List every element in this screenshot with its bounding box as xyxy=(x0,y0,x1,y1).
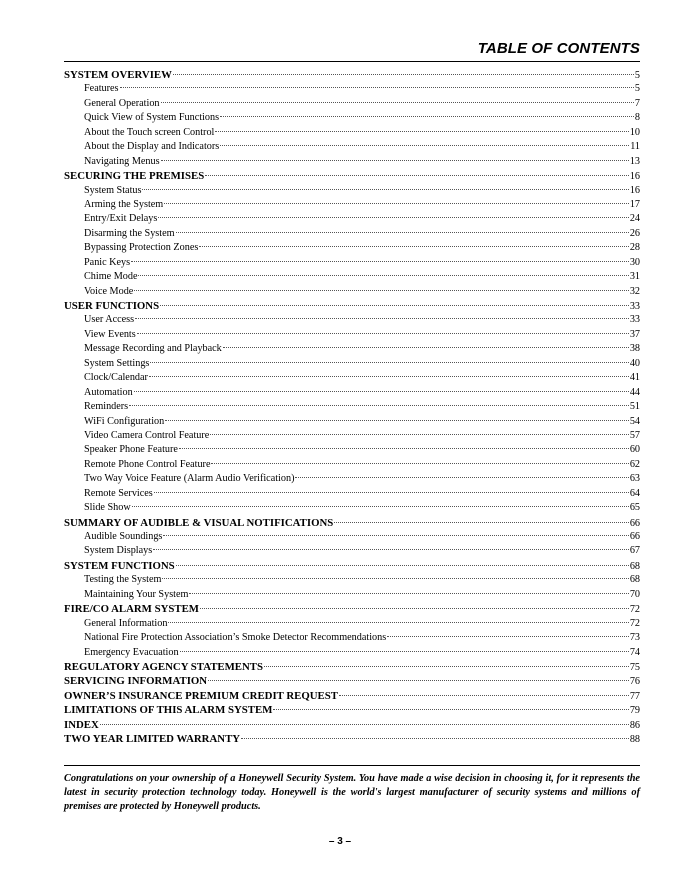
toc-entry-label: TWO YEAR LIMITED WARRANTY xyxy=(64,733,241,746)
toc-entry-page: 40 xyxy=(629,357,640,369)
toc-subsection-entry[interactable] xyxy=(64,342,640,356)
toc-entry-label: Chime Mode xyxy=(84,271,138,283)
toc-entry-label: Panic Keys xyxy=(84,256,131,268)
toc-entry-page: 13 xyxy=(629,155,640,167)
toc-entry-label: SERVICING INFORMATION xyxy=(64,675,208,688)
toc-subsection-entry[interactable] xyxy=(64,155,640,169)
toc-entry-page: 72 xyxy=(629,604,640,616)
dot-leader xyxy=(134,391,629,392)
toc-subsection-entry[interactable] xyxy=(64,472,640,486)
toc-subsection-entry[interactable] xyxy=(64,458,640,472)
toc-entry-label: System Settings xyxy=(84,357,150,369)
toc-subsection-entry[interactable] xyxy=(64,357,640,371)
toc-subsection-entry[interactable] xyxy=(64,256,640,270)
toc-entry-page: 33 xyxy=(629,314,640,326)
toc-subsection-entry[interactable] xyxy=(64,82,640,96)
dot-leader xyxy=(161,160,629,161)
dot-leader xyxy=(150,362,628,363)
toc-entry-page: 64 xyxy=(629,487,640,499)
toc-subsection-entry[interactable] xyxy=(64,487,640,501)
dot-leader xyxy=(205,175,629,176)
toc-section-entry[interactable] xyxy=(64,689,640,703)
toc-entry-page: 57 xyxy=(629,429,640,441)
toc-section-entry[interactable] xyxy=(64,602,640,616)
toc-entry-label: View Events xyxy=(84,328,136,340)
toc-entry-label: Features xyxy=(84,83,119,95)
toc-entry-page: 67 xyxy=(629,545,640,557)
toc-entry-page: 75 xyxy=(629,661,640,673)
dot-leader xyxy=(387,636,629,637)
toc-subsection-entry[interactable] xyxy=(64,241,640,255)
toc-subsection-entry[interactable] xyxy=(64,126,640,140)
toc-entry-label: User Access xyxy=(84,314,135,326)
dot-leader xyxy=(162,578,628,579)
toc-entry-label: FIRE/CO ALARM SYSTEM xyxy=(64,603,199,616)
toc-subsection-entry[interactable] xyxy=(64,386,640,400)
toc-entry-page: 30 xyxy=(629,256,640,268)
dot-leader xyxy=(164,203,629,204)
toc-entry-page: 44 xyxy=(629,386,640,398)
toc-entry-page: 76 xyxy=(629,676,640,688)
toc-entry-page: 5 xyxy=(634,83,640,95)
toc-subsection-entry[interactable] xyxy=(64,111,640,125)
toc-entry-page: 60 xyxy=(629,444,640,456)
dot-leader xyxy=(223,347,629,348)
toc-entry-page: 77 xyxy=(629,690,640,702)
toc-subsection-entry[interactable] xyxy=(64,400,640,414)
toc-entry-label: Arming the System xyxy=(84,198,164,210)
dot-leader xyxy=(168,622,628,623)
dot-leader xyxy=(161,102,634,103)
toc-subsection-entry[interactable] xyxy=(64,328,640,342)
toc-entry-page: 74 xyxy=(629,646,640,658)
toc-entry-page: 31 xyxy=(629,271,640,283)
toc-entry-page: 70 xyxy=(629,588,640,600)
toc-entry-label: Quick View of System Functions xyxy=(84,112,220,124)
toc-entry-page: 37 xyxy=(629,328,640,340)
toc-entry-label: Remote Services xyxy=(84,487,153,499)
dot-leader xyxy=(215,131,628,132)
toc-entry-label: General Information xyxy=(84,617,168,629)
table-of-contents xyxy=(64,68,640,747)
toc-entry-label: INDEX xyxy=(64,718,99,731)
toc-entry-page: 63 xyxy=(629,473,640,485)
toc-entry-label: Video Camera Control Feature xyxy=(84,429,210,441)
toc-entry-page: 38 xyxy=(629,343,640,355)
toc-entry-label: Bypassing Protection Zones xyxy=(84,242,199,254)
toc-entry-label: Reminders xyxy=(84,401,129,413)
toc-entry-page: 66 xyxy=(629,531,640,542)
toc-entry-page: 26 xyxy=(629,227,640,239)
title-divider xyxy=(64,61,640,62)
toc-entry-page: 28 xyxy=(629,242,640,254)
toc-entry-label: SUMMARY OF AUDIBLE & VISUAL NOTIFICATIONS xyxy=(64,516,334,529)
dot-leader xyxy=(132,506,629,507)
dot-leader xyxy=(220,116,634,117)
dot-leader xyxy=(264,666,629,667)
dot-leader xyxy=(135,318,629,319)
toc-entry-page: 73 xyxy=(629,632,640,644)
toc-entry-label: Disarming the System xyxy=(84,227,175,239)
toc-entry-page: 68 xyxy=(629,560,640,572)
toc-entry-page: 16 xyxy=(629,184,640,196)
toc-entry-page: 65 xyxy=(629,502,640,514)
toc-subsection-entry[interactable] xyxy=(64,270,640,284)
dot-leader xyxy=(211,463,628,464)
toc-entry-page: 54 xyxy=(629,415,640,427)
dot-leader xyxy=(165,420,629,421)
dot-leader xyxy=(160,305,629,306)
toc-entry-label: SYSTEM OVERVIEW xyxy=(64,69,172,81)
toc-subsection-entry[interactable] xyxy=(64,184,640,198)
toc-entry-page: 8 xyxy=(634,112,640,124)
toc-entry-label: REGULATORY AGENCY STATEMENTS xyxy=(64,660,263,673)
toc-subsection-entry[interactable] xyxy=(64,646,640,660)
toc-entry-label: Message Recording and Playback xyxy=(84,343,222,355)
toc-entry-label: OWNER’S INSURANCE PREMIUM CREDIT REQUEST xyxy=(64,689,338,702)
dot-leader xyxy=(163,535,628,536)
toc-entry-label: Automation xyxy=(84,386,133,398)
toc-entry-label: Two Way Voice Feature (Alarm Audio Verification) xyxy=(84,473,295,485)
dot-leader xyxy=(295,477,628,478)
toc-section-entry[interactable] xyxy=(64,660,640,674)
toc-entry-label: National Fire Protection Association’s Smoke Detector Recommendations xyxy=(84,632,387,644)
toc-entry-page: 17 xyxy=(629,198,640,210)
toc-entry-label: SYSTEM FUNCTIONS xyxy=(64,559,175,572)
toc-subsection-entry[interactable] xyxy=(64,371,640,385)
toc-subsection-entry[interactable] xyxy=(64,429,640,443)
toc-entry-label: System Displays xyxy=(84,545,153,557)
toc-subsection-entry[interactable] xyxy=(64,501,640,515)
toc-entry-page: 10 xyxy=(629,126,640,138)
toc-subsection-entry[interactable] xyxy=(64,544,640,558)
toc-entry-label: Entry/Exit Delays xyxy=(84,213,158,225)
toc-entry-label: Voice Mode xyxy=(84,285,134,297)
toc-entry-label: General Operation xyxy=(84,97,160,109)
toc-subsection-entry[interactable] xyxy=(64,140,640,154)
toc-section-entry[interactable] xyxy=(64,703,640,717)
toc-entry-page: 7 xyxy=(634,97,640,109)
toc-subsection-entry[interactable] xyxy=(64,285,640,299)
toc-entry-label: LIMITATIONS OF THIS ALARM SYSTEM xyxy=(64,704,273,717)
dot-leader xyxy=(241,738,629,739)
toc-section-entry[interactable] xyxy=(64,732,640,746)
dot-leader xyxy=(154,492,629,493)
toc-entry-page: 24 xyxy=(629,213,640,225)
dot-leader xyxy=(134,290,628,291)
toc-section-entry[interactable] xyxy=(64,674,640,688)
toc-entry-label: Audible Soundings xyxy=(84,531,163,542)
toc-entry-page: 72 xyxy=(629,617,640,629)
toc-subsection-entry[interactable] xyxy=(64,97,640,111)
toc-entry-page: 88 xyxy=(629,734,640,746)
toc-subsection-entry[interactable] xyxy=(64,313,640,327)
dot-leader xyxy=(200,608,629,609)
toc-entry-page: 11 xyxy=(630,141,640,153)
toc-entry-page: 5 xyxy=(634,70,640,81)
toc-entry-page: 86 xyxy=(629,719,640,731)
dot-leader xyxy=(179,448,629,449)
toc-subsection-entry[interactable] xyxy=(64,415,640,429)
toc-entry-page: 68 xyxy=(629,574,640,586)
dot-leader xyxy=(137,333,629,334)
dot-leader xyxy=(131,261,629,262)
toc-section-entry[interactable] xyxy=(64,516,640,530)
dot-leader xyxy=(176,232,629,233)
dot-leader xyxy=(129,405,629,406)
toc-section-entry[interactable] xyxy=(64,299,640,313)
toc-entry-label: Clock/Calendar xyxy=(84,372,148,384)
dot-leader xyxy=(138,275,628,276)
toc-subsection-entry[interactable] xyxy=(64,227,640,241)
toc-section-entry[interactable] xyxy=(64,68,640,82)
toc-section-entry[interactable] xyxy=(64,718,640,732)
intro-paragraph: Congratulations on your ownership of a Honeywell Security System. You have made a wise decision in choosing it, for it represents the latest in security protection technology today. Honeywell is the world's largest manufacturer of security systems and millions of premises are protected by Honeywell products. xyxy=(64,773,640,812)
toc-entry-label: System Status xyxy=(84,184,142,196)
toc-entry-page: 66 xyxy=(629,517,640,529)
toc-section-entry[interactable] xyxy=(64,169,640,183)
toc-entry-label: Maintaining Your System xyxy=(84,588,189,600)
toc-subsection-entry[interactable] xyxy=(64,443,640,457)
toc-entry-page: 51 xyxy=(629,401,640,413)
toc-entry-label: Slide Show xyxy=(84,502,131,514)
dot-leader xyxy=(153,549,629,550)
toc-entry-label: About the Display and Indicators xyxy=(84,141,220,153)
dot-leader xyxy=(100,724,629,725)
toc-subsection-entry[interactable] xyxy=(64,212,640,226)
toc-entry-page: 16 xyxy=(629,171,640,183)
dot-leader xyxy=(334,522,629,523)
toc-entry-page: 32 xyxy=(629,285,640,297)
dot-leader xyxy=(208,680,629,681)
dot-leader xyxy=(180,651,629,652)
toc-entry-label: Emergency Evacuation xyxy=(84,646,179,658)
dot-leader xyxy=(189,593,628,594)
toc-entry-page: 33 xyxy=(629,301,640,312)
dot-leader xyxy=(142,189,628,190)
dot-leader xyxy=(339,695,629,696)
page-title: TABLE OF CONTENTS xyxy=(477,40,640,57)
toc-entry-page: 41 xyxy=(629,372,640,384)
intro-divider xyxy=(64,765,640,766)
toc-entry-label: About the Touch screen Control xyxy=(84,126,215,138)
toc-entry-label: WiFi Configuration xyxy=(84,415,165,427)
dot-leader xyxy=(149,376,629,377)
dot-leader xyxy=(273,709,628,710)
toc-entry-label: Navigating Menus xyxy=(84,155,160,167)
toc-subsection-entry[interactable] xyxy=(64,198,640,212)
dot-leader xyxy=(173,74,634,75)
toc-subsection-entry[interactable] xyxy=(64,588,640,602)
dot-leader xyxy=(220,145,629,146)
toc-subsection-entry[interactable] xyxy=(64,530,640,544)
dot-leader xyxy=(210,434,629,435)
toc-entry-label: Remote Phone Control Feature xyxy=(84,458,211,470)
dot-leader xyxy=(176,565,629,566)
toc-subsection-entry[interactable] xyxy=(64,573,640,587)
dot-leader xyxy=(199,246,628,247)
toc-subsection-entry[interactable] xyxy=(64,617,640,631)
toc-entry-page: 79 xyxy=(629,705,640,717)
toc-entry-label: Speaker Phone Feature xyxy=(84,444,178,456)
page-number: – 3 – xyxy=(328,836,352,847)
toc-subsection-entry[interactable] xyxy=(64,631,640,645)
dot-leader xyxy=(158,217,629,218)
toc-entry-label: SECURING THE PREMISES xyxy=(64,170,205,183)
toc-entry-label: Testing the System xyxy=(84,574,162,586)
dot-leader xyxy=(120,87,634,88)
toc-entry-label: USER FUNCTIONS xyxy=(64,300,160,312)
toc-entry-page: 62 xyxy=(629,458,640,470)
toc-section-entry[interactable] xyxy=(64,559,640,573)
